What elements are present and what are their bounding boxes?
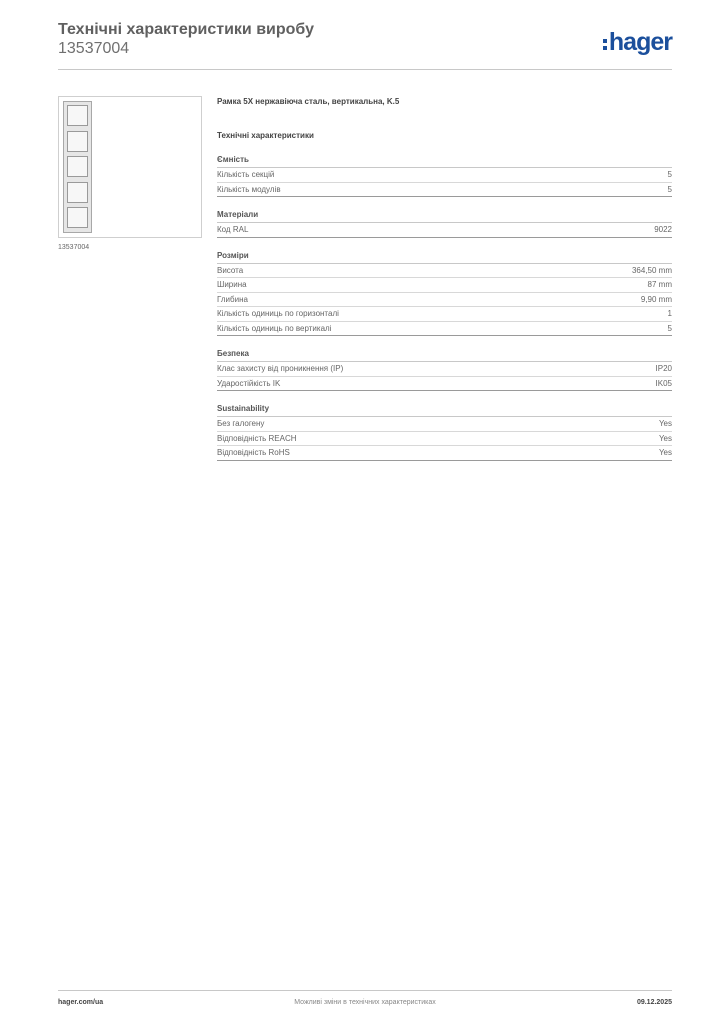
document-number: 13537004 — [58, 40, 130, 57]
section-title: Матеріали — [217, 209, 672, 223]
spec-section — [217, 250, 672, 337]
footer-date: 09.12.2025 — [636, 999, 672, 1006]
hager-logo — [603, 28, 672, 56]
spec-value: IK05 — [655, 378, 672, 388]
footer-website-link[interactable]: hager.com/ua — [58, 999, 104, 1006]
spec-label: Кількість одиниць по горизонталі — [217, 309, 339, 318]
spec-value: Yes — [658, 448, 672, 457]
document-title: Технічні характеристики виробу — [58, 21, 314, 38]
spec-row — [217, 264, 672, 279]
product-image — [58, 96, 202, 238]
spec-section — [217, 154, 672, 197]
spec-section — [217, 348, 672, 391]
spec-value: 9022 — [654, 225, 672, 234]
spec-row — [217, 417, 672, 432]
spec-sections — [217, 154, 672, 461]
spec-label: Без галогену — [217, 419, 265, 428]
spec-label: Відповідність REACH — [217, 433, 297, 443]
spec-value: IP20 — [655, 364, 672, 373]
spec-row — [217, 432, 672, 447]
spec-label: Глибина — [217, 294, 248, 304]
spec-row — [217, 183, 672, 198]
frame-cell — [67, 207, 88, 228]
section-title: Розміри — [217, 250, 672, 264]
specs-heading: Технічні характеристики — [217, 131, 314, 140]
spec-label: Ударостійкість IK — [217, 378, 281, 388]
spec-label: Кількість модулів — [217, 184, 281, 194]
page-footer — [58, 990, 672, 1006]
spec-value: Yes — [658, 433, 672, 443]
spec-value: 9,90 mm — [640, 294, 672, 304]
product-name: Рамка 5X нержавіюча сталь, вертикальна, K.5 — [217, 97, 400, 106]
spec-section — [217, 209, 672, 238]
page-header — [58, 20, 672, 70]
section-title: Безпека — [217, 348, 672, 362]
spec-row — [217, 322, 672, 337]
spec-row — [217, 168, 672, 183]
spec-value: Yes — [658, 419, 672, 428]
spec-label: Клас захисту від проникнення (IP) — [217, 364, 344, 373]
spec-value: 87 mm — [647, 280, 672, 289]
spec-label: Відповідність RoHS — [217, 448, 290, 457]
spec-value: 5 — [667, 323, 672, 333]
product-image-caption: 13537004 — [58, 244, 90, 251]
footer-disclaimer: Можливі зміни в технічних характеристиках — [294, 999, 436, 1006]
spec-label: Код RAL — [217, 225, 249, 234]
spec-section — [217, 403, 672, 461]
frame-cell — [67, 182, 88, 203]
spec-row — [217, 446, 672, 461]
frame-cell — [67, 156, 88, 177]
spec-label: Кількість одиниць по вертикалі — [217, 323, 332, 333]
spec-row — [217, 307, 672, 322]
spec-row — [217, 377, 672, 392]
frame-cell — [67, 131, 88, 152]
logo-dots-icon — [603, 39, 607, 50]
spec-value: 5 — [667, 184, 672, 194]
spec-label: Висота — [217, 265, 244, 275]
spec-value: 364,50 mm — [631, 265, 672, 275]
spec-label: Кількість секцій — [217, 170, 275, 179]
spec-row — [217, 362, 672, 377]
section-title: Ємність — [217, 154, 672, 168]
frame-cell — [67, 105, 88, 126]
logo-text: hager — [608, 28, 672, 56]
spec-row — [217, 293, 672, 308]
spec-row — [217, 223, 672, 238]
spec-row — [217, 278, 672, 293]
spec-label: Ширина — [217, 280, 247, 289]
spec-value: 5 — [667, 170, 672, 179]
spec-value: 1 — [667, 309, 672, 318]
frame-illustration — [63, 101, 92, 233]
section-title: Sustainability — [217, 403, 672, 417]
spec-content — [217, 96, 672, 461]
